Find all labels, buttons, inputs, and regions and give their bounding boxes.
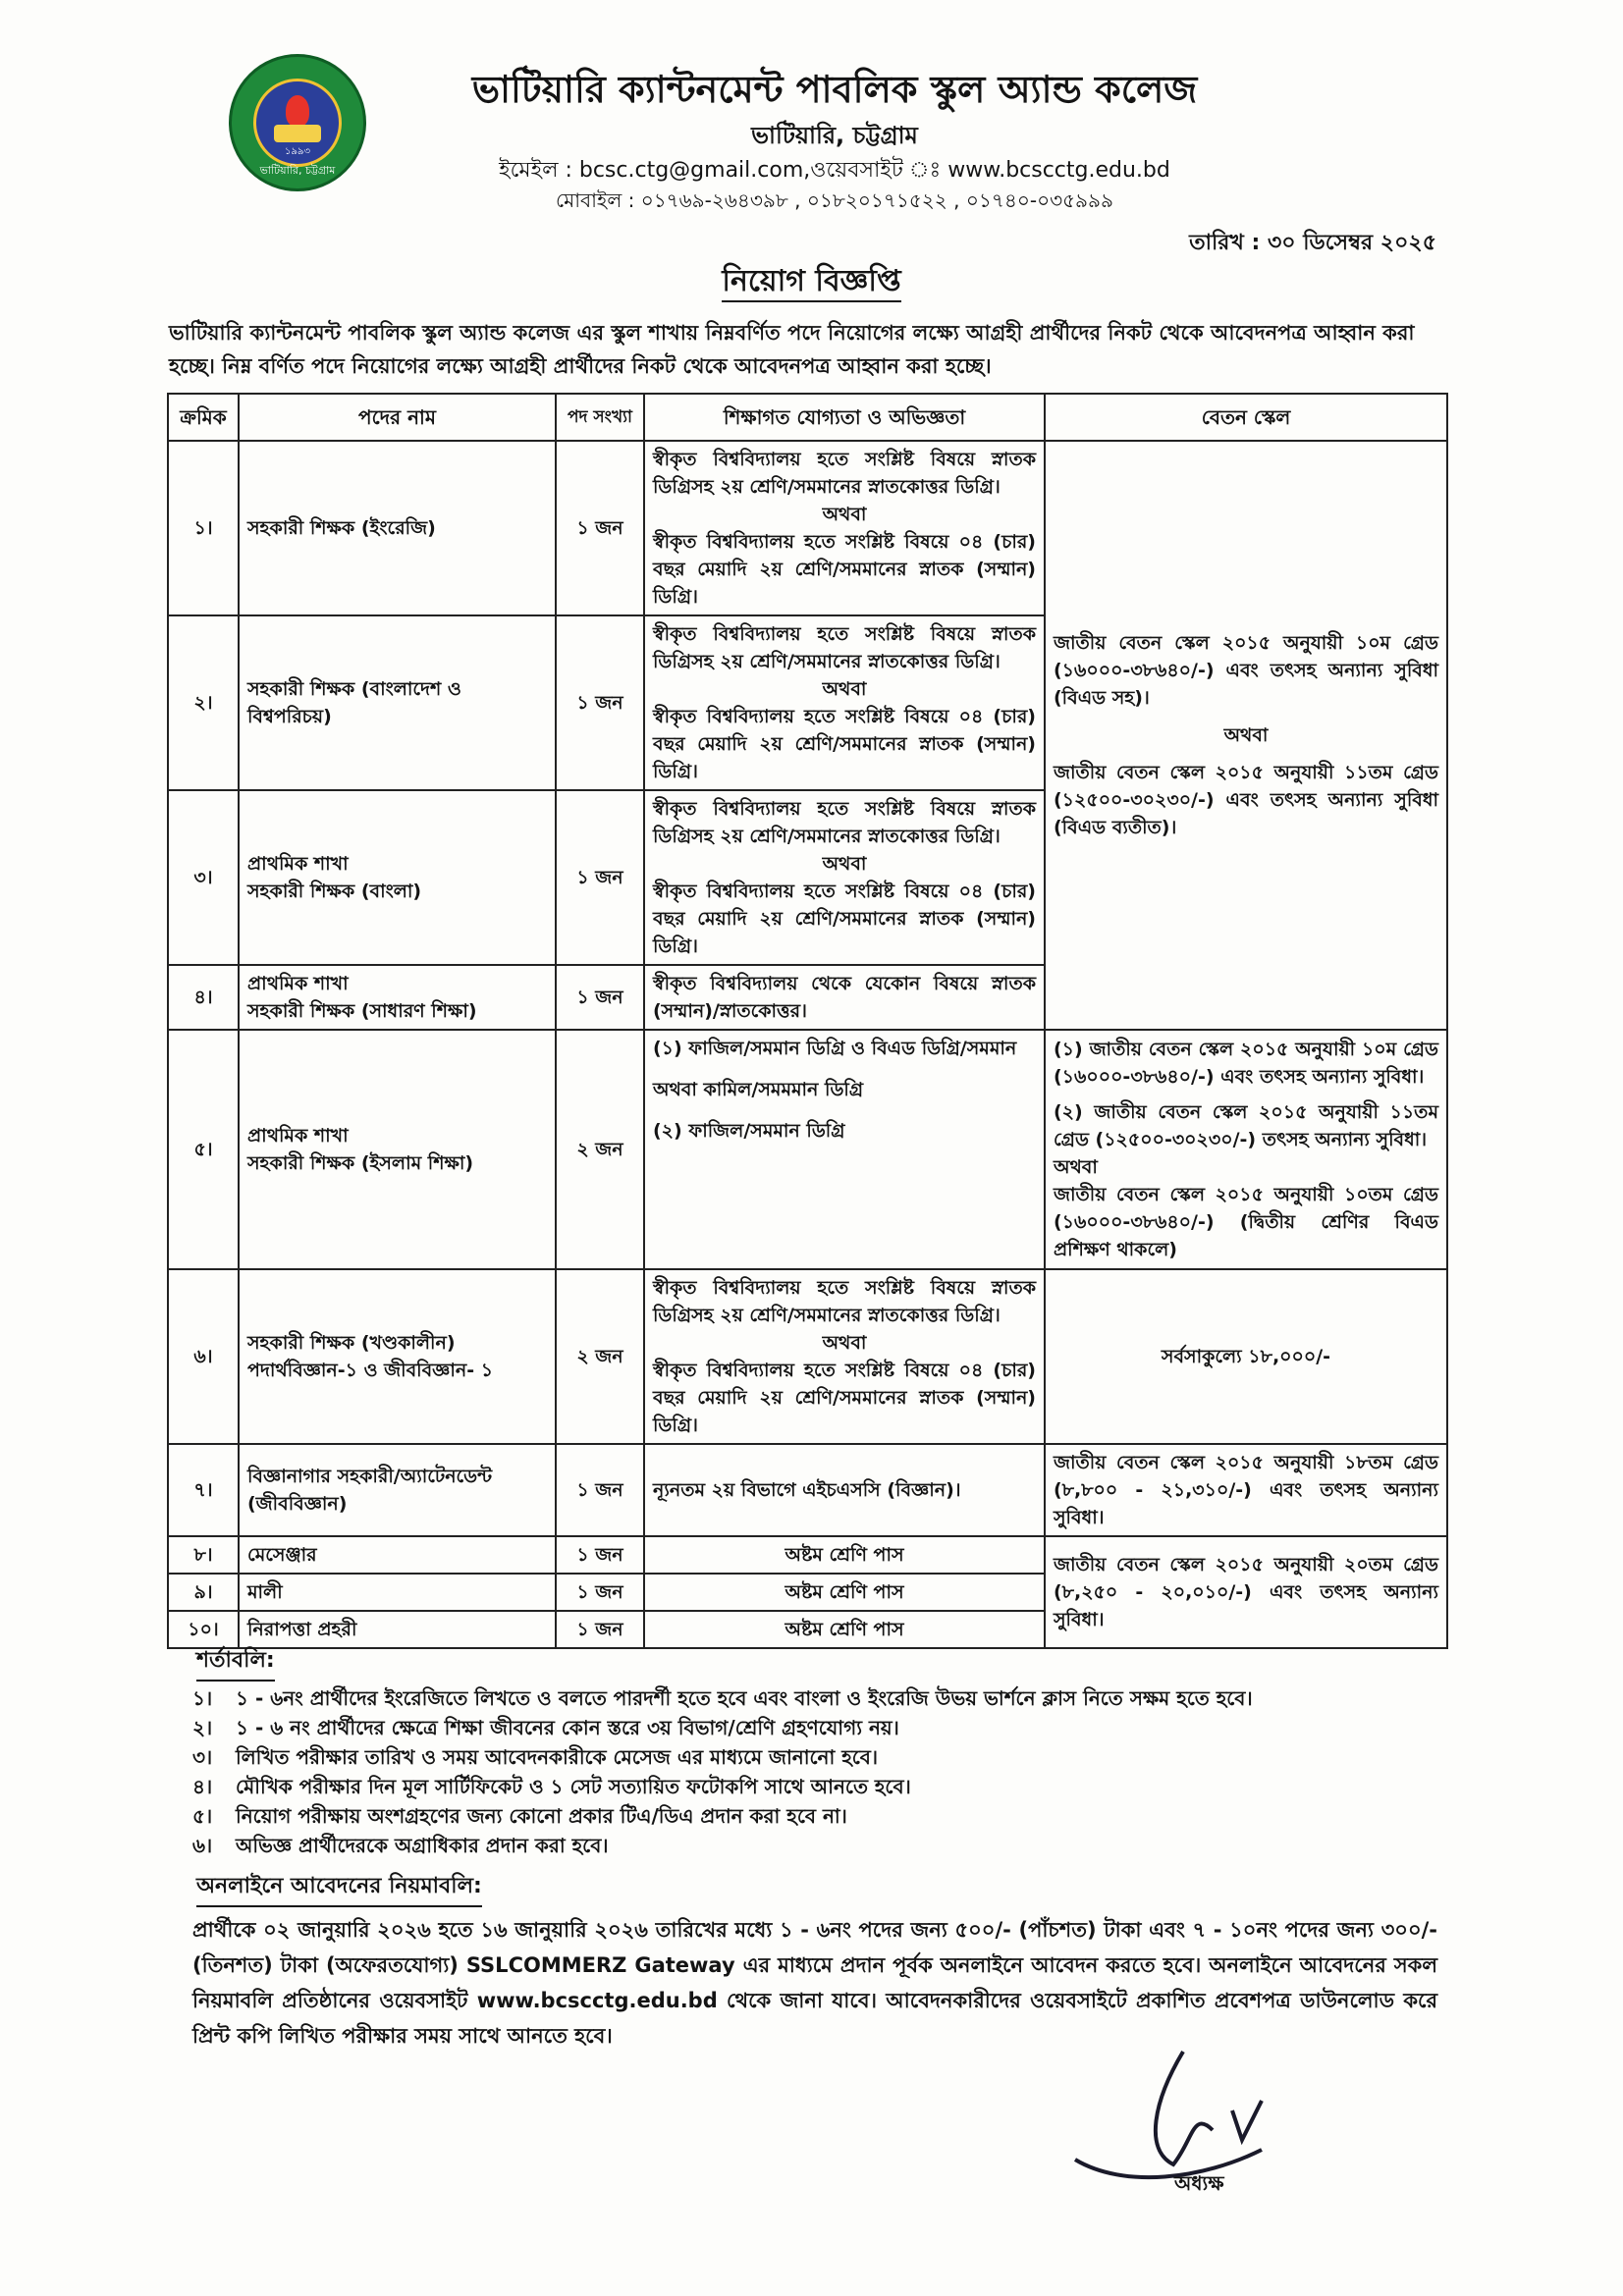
logo-year: ১৯৯৩ xyxy=(285,146,310,157)
serial-cell: ৩। xyxy=(168,790,239,965)
logo-text: ভাটিয়ারি, চট্টগ্রাম xyxy=(259,164,336,177)
notice-date: তারিখ : ৩০ ডিসেম্বর ২০২৫ xyxy=(1189,231,1436,255)
count-cell: ১ জন xyxy=(556,1444,644,1536)
school-logo xyxy=(229,54,366,191)
list-item: ৪। মৌখিক পরীক্ষার দিন মূল সার্টিফিকেট ও ১ সেট সত্যায়িত ফটোকপি সাথে আনতে হবে। xyxy=(192,1775,911,1798)
post-cell: সহকারী শিক্ষক (ইংরেজি) xyxy=(239,441,556,615)
count-cell: ১ জন xyxy=(556,790,644,965)
school-location: ভাটিয়ারি, চট্টগ্রাম xyxy=(751,122,918,149)
post-cell: মেসেঞ্জার xyxy=(239,1536,556,1574)
conditions-heading: শর্তাবলি: xyxy=(196,1643,275,1682)
serial-cell: ১০। xyxy=(168,1611,239,1648)
table-row xyxy=(168,441,1447,615)
table-row xyxy=(168,1444,1447,1536)
list-item: ৩। লিখিত পরীক্ষার তারিখ ও সময় আবেদনকারীকে মেসেজ এর মাধ্যমে জানানো হবে। xyxy=(192,1745,879,1769)
pay-cell: সর্বসাকুল্যে ১৮,০০০/- xyxy=(1045,1269,1447,1444)
header-pay: বেতন স্কেল xyxy=(1045,394,1447,441)
signature xyxy=(1065,2042,1301,2189)
qualification-cell: স্বীকৃত বিশ্ববিদ্যালয় হতে সংশ্লিষ্ট বিষয়ে স্নাতক ডিগ্রিসহ ২য় শ্রেণি/সমমানের স্নাতকোত্তর ডিগ্রি। অথবা স্বীকৃত বিশ্ববিদ্যালয় হতে সংশ্লিষ্ট বিষয়ে ০৪ (চার) বছর মেয়াদি ২য় শ্রেণি/সমমানের স্নাতক (সম্মান) ডিগ্রি। xyxy=(644,1269,1045,1444)
pay-cell: জাতীয় বেতন স্কেল ২০১৫ অনুযায়ী ১৮তম গ্রেড (৮,৮০০ - ২১,৩১০/-) এবং তৎসহ অন্যান্য সুবিধা। xyxy=(1045,1444,1447,1536)
pay-cell: (১) জাতীয় বেতন স্কেল ২০১৫ অনুযায়ী ১০ম গ্রেড (১৬০০০-৩৮৬৪০/-) এবং তৎসহ অন্যান্য সুবিধা। (২) জাতীয় বেতন স্কেল ২০১৫ অনুযায়ী ১১তম গ্রেড (১২৫০০-৩০২৩০/-) তৎসহ অন্যান্য সুবিধা। অথবা জাতীয় বেতন স্কেল ২০১৫ অনুযায়ী ১০তম গ্রেড (১৬০০০-৩৮৬৪০/-) (দ্বিতীয় শ্রেণির বিএড প্রশিক্ষণ থাকলে) xyxy=(1045,1030,1447,1269)
table-row xyxy=(168,1536,1447,1574)
count-cell: ২ জন xyxy=(556,1269,644,1444)
principal-label: অধ্যক্ষ xyxy=(1174,2171,1224,2195)
header-post: পদের নাম xyxy=(239,394,556,441)
mobile-line: মোবাইল : ০১৭৬৯-২৬৪৩৯৮ , ০১৮২০১৭১৫২২ , ০১৭৪০-০৩৫৯৯৯ xyxy=(555,188,1113,212)
page-title: নিয়োগ বিজ্ঞপ্তি xyxy=(0,257,1623,307)
serial-cell: ৫। xyxy=(168,1030,239,1269)
table-row xyxy=(168,1269,1447,1444)
qualification-cell: অষ্টম শ্রেণি পাস xyxy=(644,1536,1045,1574)
header-qualification: শিক্ষাগত যোগ্যতা ও অভিজ্ঞতা xyxy=(644,394,1045,441)
qualification-cell: স্বীকৃত বিশ্ববিদ্যালয় হতে সংশ্লিষ্ট বিষয়ে স্নাতক ডিগ্রিসহ ২য় শ্রেণি/সমমানের স্নাতকোত্তর ডিগ্রি। অথবা স্বীকৃত বিশ্ববিদ্যালয় হতে সংশ্লিষ্ট বিষয়ে ০৪ (চার) বছর মেয়াদি ২য় শ্রেণি/সমমানের স্নাতক (সম্মান) ডিগ্রি। xyxy=(644,441,1045,615)
serial-cell: ৬। xyxy=(168,1269,239,1444)
post-cell: প্রাথমিক শাখা সহকারী শিক্ষক (বাংলা) xyxy=(239,790,556,965)
post-cell: সহকারী শিক্ষক (বাংলাদেশ ও বিশ্বপরিচয়) xyxy=(239,615,556,790)
table-row xyxy=(168,1030,1447,1269)
count-cell: ২ জন xyxy=(556,1030,644,1269)
book-icon xyxy=(274,125,321,142)
pay-cell-group-8-10: জাতীয় বেতন স্কেল ২০১৫ অনুযায়ী ২০তম গ্রেড (৮,২৫০ - ২০,০১০/-) এবং তৎসহ অন্যান্য সুবিধা। xyxy=(1045,1536,1447,1648)
online-instructions: প্রার্থীকে ০২ জানুয়ারি ২০২৬ হতে ১৬ জানুয়ারি ২০২৬ তারিখের মধ্যে ১ - ৬নং পদের জন্য ৫০০/- (পাঁচশত) টাকা এবং ৭ - ১০নং পদের জন্য ৩০০/- (তিনশত) টাকা (অফেরতযোগ্য) SSLCOMMERZ Gateway এর মাধ্যমে প্রদান পূর্বক অনলাইনে আবেদন করতে হবে। অনলাইনে আবেদনের সকল নিয়মাবলি প্রতিষ্ঠানের ওয়েবসাইট www.bcscctg.edu.bd থেকে জানা যাবে। আবেদনকারীদের ওয়েবসাইটে প্রকাশিত প্রবেশপত্র ডাউনলোড করে প্রিন্ট কপি লিখিত পরীক্ষার সময় সাথে আনতে হবে। xyxy=(192,1918,1437,2048)
count-cell: ১ জন xyxy=(556,1574,644,1611)
list-item: ৫। নিয়োগ পরীক্ষায় অংশগ্রহণের জন্য কোনো প্রকার টিএ/ডিএ প্রদান করা হবে না। xyxy=(192,1804,847,1828)
school-name: ভাটিয়ারি ক্যান্টনমেন্ট পাবলিক স্কুল অ্যান্ড কলেজ xyxy=(471,68,1198,111)
serial-cell: ৪। xyxy=(168,965,239,1030)
count-cell: ১ জন xyxy=(556,441,644,615)
intro-paragraph: ভাটিয়ারি ক্যান্টনমেন্ট পাবলিক স্কুল অ্যান্ড কলেজ এর স্কুল শাখায় নিম্নবর্ণিত পদে নিয়োগের লক্ষ্যে আগ্রহী প্রার্থীদের নিকট থেকে আবেদনপত্র আহ্বান করা হচ্ছে। নিম্ন বর্ণিত পদে নিয়োগের লক্ষ্যে আগ্রহী প্রার্থীদের নিকট থেকে আবেদনপত্র আহ্বান করা হচ্ছে। xyxy=(169,321,1415,378)
count-cell: ১ জন xyxy=(556,1536,644,1574)
post-cell: নিরাপত্তা প্রহরী xyxy=(239,1611,556,1648)
serial-cell: ৭। xyxy=(168,1444,239,1536)
posts-table xyxy=(167,393,1448,1649)
conditions-list xyxy=(192,1684,1430,1861)
count-cell: ১ জন xyxy=(556,965,644,1030)
contact-line: ইমেইল : bcsc.ctg@gmail.com,ওয়েবসাইট ঃ www.bcscctg.edu.bd xyxy=(499,158,1170,183)
header-serial: ক্রমিক xyxy=(168,394,239,441)
count-cell: ১ জন xyxy=(556,1611,644,1648)
list-item: ৬। অভিজ্ঞ প্রার্থীদেরকে অগ্রাধিকার প্রদান করা হবে। xyxy=(192,1834,609,1857)
qualification-cell: ন্যূনতম ২য় বিভাগে এইচএসসি (বিজ্ঞান)। xyxy=(644,1444,1045,1536)
qualification-cell: স্বীকৃত বিশ্ববিদ্যালয় থেকে যেকোন বিষয়ে স্নাতক (সম্মান)/স্নাতকোত্তর। xyxy=(644,965,1045,1030)
post-cell: সহকারী শিক্ষক (খণ্ডকালীন) পদার্থবিজ্ঞান-১ ও জীববিজ্ঞান- ১ xyxy=(239,1269,556,1444)
qualification-cell: স্বীকৃত বিশ্ববিদ্যালয় হতে সংশ্লিষ্ট বিষয়ে স্নাতক ডিগ্রিসহ ২য় শ্রেণি/সমমানের স্নাতকোত্তর ডিগ্রি। অথবা স্বীকৃত বিশ্ববিদ্যালয় হতে সংশ্লিষ্ট বিষয়ে ০৪ (চার) বছর মেয়াদি ২য় শ্রেণি/সমমানের স্নাতক (সম্মান) ডিগ্রি। xyxy=(644,790,1045,965)
table-header-row xyxy=(168,394,1447,441)
serial-cell: ৯। xyxy=(168,1574,239,1611)
post-cell: মালী xyxy=(239,1574,556,1611)
logo-emblem xyxy=(253,79,342,167)
post-cell: প্রাথমিক শাখা সহকারী শিক্ষক (ইসলাম শিক্ষা) xyxy=(239,1030,556,1269)
list-item: ১। ১ - ৬নং প্রার্থীদের ইংরেজিতে লিখতে ও বলতে পারদর্শী হতে হবে এবং বাংলা ও ইংরেজি উভয় ভার্শনে ক্লাস নিতে সক্ষম হতে হবে। xyxy=(192,1686,1253,1710)
qualification-cell: (১) ফাজিল/সমমান ডিগ্রি ও বিএড ডিগ্রি/সমমান অথবা কামিল/সমমমান ডিগ্রি (২) ফাজিল/সমমান ডিগ্রি xyxy=(644,1030,1045,1269)
qualification-cell: স্বীকৃত বিশ্ববিদ্যালয় হতে সংশ্লিষ্ট বিষয়ে স্নাতক ডিগ্রিসহ ২য় শ্রেণি/সমমানের স্নাতকোত্তর ডিগ্রি। অথবা স্বীকৃত বিশ্ববিদ্যালয় হতে সংশ্লিষ্ট বিষয়ে ০৪ (চার) বছর মেয়াদি ২য় শ্রেণি/সমমানের স্নাতক (সম্মান) ডিগ্রি। xyxy=(644,615,1045,790)
header-count: পদ সংখ্যা xyxy=(556,394,644,441)
serial-cell: ২। xyxy=(168,615,239,790)
post-cell: প্রাথমিক শাখা সহকারী শিক্ষক (সাধারণ শিক্ষা) xyxy=(239,965,556,1030)
post-cell: বিজ্ঞানাগার সহকারী/অ্যাটেনডেন্ট (জীববিজ্ঞান) xyxy=(239,1444,556,1536)
pay-cell-group-1-4: জাতীয় বেতন স্কেল ২০১৫ অনুযায়ী ১০ম গ্রেড (১৬০০০-৩৮৬৪০/-) এবং তৎসহ অন্যান্য সুবিধা (বিএড সহ)। অথবা জাতীয় বেতন স্কেল ২০১৫ অনুযায়ী ১১তম গ্রেড (১২৫০০-৩০২৩০/-) এবং তৎসহ অন্যান্য সুবিধা (বিএড ব্যতীত)। xyxy=(1045,441,1447,1030)
list-item: ২। ১ - ৬ নং প্রার্থীদের ক্ষেত্রে শিক্ষা জীবনের কোন স্তরে ৩য় বিভাগ/শ্রেণি গ্রহণযোগ্য নয়। xyxy=(192,1716,899,1739)
serial-cell: ৮। xyxy=(168,1536,239,1574)
flame-icon xyxy=(286,95,309,127)
online-heading: অনলাইনে আবেদনের নিয়মাবলি: xyxy=(196,1869,482,1907)
qualification-cell: অষ্টম শ্রেণি পাস xyxy=(644,1611,1045,1648)
serial-cell: ১। xyxy=(168,441,239,615)
count-cell: ১ জন xyxy=(556,615,644,790)
qualification-cell: অষ্টম শ্রেণি পাস xyxy=(644,1574,1045,1611)
